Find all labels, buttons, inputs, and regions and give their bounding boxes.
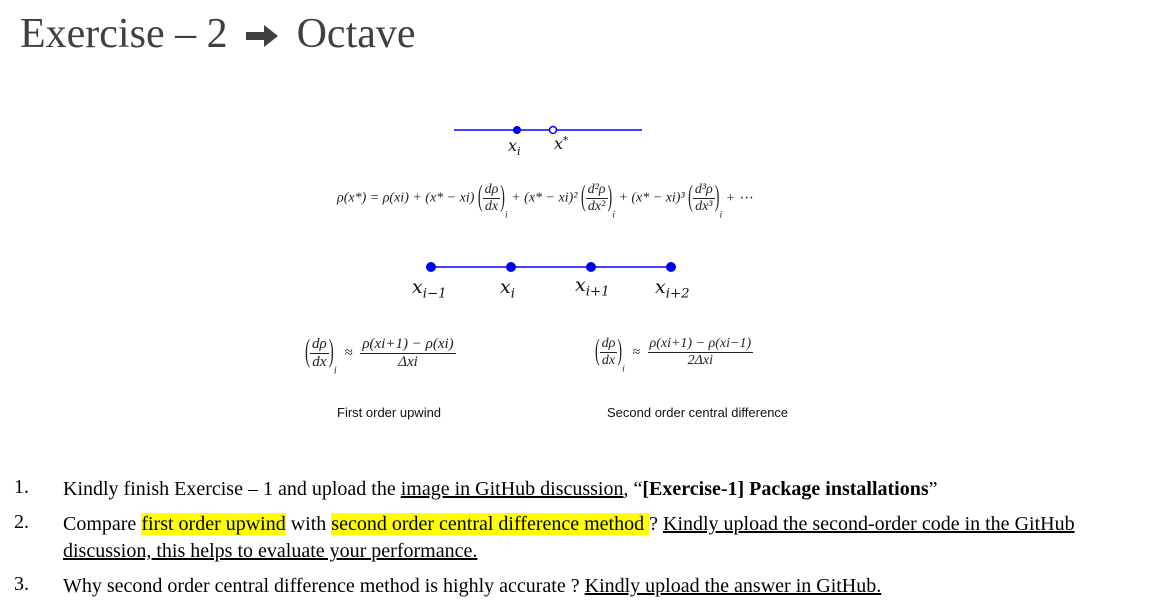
point-xi-filled (513, 126, 521, 134)
label-x-i-plus-2: $x_{i+2}$ (655, 276, 690, 302)
link-image-in-github[interactable]: image in GitHub discussion (400, 478, 624, 500)
label-xstar: x* (554, 134, 569, 153)
grid-line (420, 258, 700, 276)
label-x-i-plus-1: $x_{i+1}$ (575, 274, 610, 300)
link-upload-answer[interactable]: Kindly upload the answer in GitHub. (584, 575, 882, 597)
label-x-i: $x_i$ (500, 276, 515, 302)
point-xstar-open (550, 127, 557, 134)
taylor-series-equation: ρ(x*) = ρ(xi) + (x* − xi) ( $\frac{d\rho}{dx}$ )$_i + (x* - xi)^2$ ( $\frac{\text{d²ρ}}{\text{dx²}}$ )$_i + (x* - xi)^3$ ( $\frac{\text{d³ρ}}{\text{dx³}}$ )$_i$ + ⋯ (337, 181, 753, 221)
caption-second-order-central: Second order central difference (607, 405, 789, 420)
highlight-second-order-central: second order central difference method (331, 513, 650, 535)
right-arrow-icon (244, 13, 280, 61)
upwind-formula: ( $\frac{d\rho}{dx}$ )$_i$ ≈ $\frac{\rho(xi+1) - \rho(xi)}{\text{Δxi}}$ (305, 335, 454, 377)
page-title (20, 10, 416, 61)
taylor-point-diagram (454, 120, 644, 160)
highlight-first-order-upwind: first order upwind (141, 513, 286, 535)
label-x-i-minus-1: $x_{i-1}$ (412, 276, 447, 302)
title-right: Octave (296, 11, 416, 57)
label-xi: $x_i$ (508, 136, 521, 158)
number-line (454, 120, 644, 140)
link-upload-second-order-code[interactable]: Kindly upload the second-order code in the GitHub discussion, this helps to evaluate your performance. (63, 513, 1075, 562)
central-difference-formula: ( $\frac{d\rho}{dx}$ )$_i$ ≈ $\frac{\rho(xi+1) - \rho(xi-1)}{\text{2Δxi}}$ (595, 335, 752, 375)
grid-stencil-diagram (412, 258, 710, 308)
title-left: Exercise – 2 (20, 11, 228, 57)
caption-first-order-upwind: First order upwind (337, 405, 442, 420)
taylor-lhs: ρ(x*) = ρ(xi) + (x* − xi) (337, 190, 475, 206)
